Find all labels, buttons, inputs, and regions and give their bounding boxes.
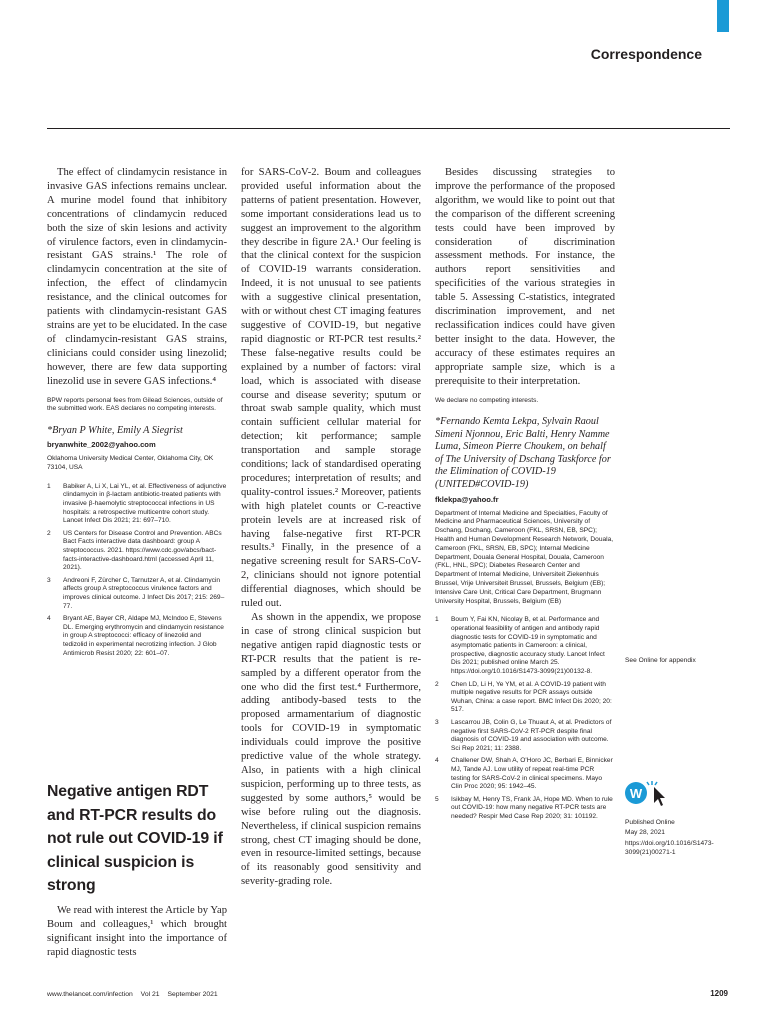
- reference-item: [435, 681, 615, 715]
- corresponding-email-2[interactable]: fklekpa@yahoo.fr: [435, 494, 499, 504]
- reference-text: Chen LD, Li H, Ye YM, et al. A COVID-19 patient with multiple negative results for PCR assays outside Wuhan, China: a case report. BMC Infect Dis 2020; 20: 517.: [451, 680, 612, 714]
- reference-number: 1: [435, 616, 439, 624]
- column-3: [435, 166, 615, 825]
- column-3-paragraph: Besides discussing strategies to improve the performance of the proposed algorithm, we would like to point out that the comparison of the different screening tests could have been improved by consideration of discrimination assessment methods. For instance, the authors report sensitivities and specificities of the various strategies in table 5. Assessing C-statistics, integrated discrimination improvement, and net reclassification indices could have given better insight to the data. However, the accuracy of these estimates requires an appropriate sample size, which is a prerequisite to their interpretation.: [435, 167, 615, 387]
- column-2-body: [241, 166, 421, 889]
- reference-number: 2: [47, 529, 51, 537]
- column-2: [241, 166, 421, 889]
- reference-text: Babiker A, Li X, Lai YL, et al. Effectiveness of adjunctive clindamycin in β-lactam antibiotic-treated patients with invasive β-haemolytic streptococcal infections in US hospitals: a retrospective multicentre cohort study. Lancet Infect Dis 2021; 21: 697–710.: [63, 482, 227, 525]
- competing-interests-2: We declare no competing interests.: [435, 396, 539, 404]
- affiliation-2: Department of Internal Medicine and Specialties, Faculty of Medicine and Pharmaceutical Sciences, University of Dschang, Dschang, Cameroon (FKL, SRSN, EB, SPC); Health and Human Development Research Network, Douala, Cameroon (FKL, SRSN, EB, SPC); Internal Medicine Department, Douala General Hospital, Douala, Cameroon (FKL, HNL, SPC); Diabetes Research Center and Department of Internal Medicine, Universiteit Ziekenhuis Brussel, Vrije Universiteit Brussel, Brussels, Belgium (EB); Intensive Care Unit, Critical Care Department, Brugmann University Hospital, Brussels, Belgium (EB): [435, 509, 614, 605]
- reference-text: Andreoni F, Zürcher C, Tarnutzer A, et al. Clindamycin affects group A streptococcus virulence factors and improves clinical outcome. J Infect Dis 2017; 215: 269–77.: [63, 576, 225, 610]
- reference-item: [435, 757, 615, 791]
- doi-link[interactable]: https://doi.org/10.1016/S1473-3099(21)00271-1: [625, 840, 714, 856]
- header-rule: [47, 128, 730, 129]
- reference-item: [435, 796, 615, 822]
- column-1-paragraph: The effect of clindamycin resistance in invasive GAS infections remains unclear. A murine model found that inhibitory concentrations of clindamycin reduced both the size of skin lesions and activity of virulence factors, even in clindamycin-resistant GAS strains.¹ The role of clindamycin concentration at the site of infection, the effect of clindamycin resistance, and the clinical outcomes for patients with clindamycin-resistant GAS strains are yet to be elucidated. In the case of clindamycin-resistant GAS strains, clinicians could consider using linezolid; however, there are few data supporting linezolid use in severe GAS infections.⁴: [47, 167, 227, 387]
- reference-number: 5: [435, 795, 439, 803]
- reference-list-1: [47, 483, 227, 658]
- column-1-body: [47, 166, 227, 389]
- journal-volume: Vol 21: [140, 991, 160, 998]
- published-date: May 28, 2021: [625, 829, 665, 836]
- reference-item: [47, 530, 227, 573]
- author-list-2: *Fernando Kemta Lekpa, Sylvain Raoul Simeni Njonnou, Eric Balti, Henry Namme Luma, Simeon Pierre Choukem, on behalf of The University of Dschang Taskforce for the Elimination of COVID-19 (UNITED#COVID-19): [435, 416, 611, 491]
- reference-item: [435, 719, 615, 753]
- reference-text: US Centers for Disease Control and Prevention. ABCs Bact Facts interactive data dashboard: group A streptococcus. 2021. https://www.cdc.gov/abcs/bact-facts-interactive-dashboard.html (accessed April 11, 2021).: [63, 529, 222, 572]
- reference-text: Boum Y, Fai KN, Nicolay B, et al. Performance and operational feasibility of antigen and antibody rapid diagnostic tests for COVID-19 in symptomatic and asymptomatic patients in Cameroon: a clinical, prospective, diagnostic accuracy study. Lancet Infect Dis 2021; published online March 25. https://doi.org/10.1016/S1473-3099(21)00132-8.: [451, 616, 605, 675]
- footer-info: [47, 991, 218, 998]
- reference-item: [435, 616, 615, 676]
- reference-number: 3: [47, 576, 51, 584]
- online-first-icon: [624, 777, 666, 809]
- reference-number: 3: [435, 718, 439, 726]
- section-color-tab: [717, 0, 729, 32]
- published-online-label: Published Online: [625, 819, 675, 826]
- column-2-paragraph-1: for SARS-CoV-2. Boum and colleagues provided useful information about the patterns of patient presentation. However, some important considerations lead us to suggest an improvement to the algorithm they describe in figure 2A.¹ Our feeling is that the clinical context for the suspicion of COVID-19 warrants consideration. Indeed, it is not unusual to see patients with a suggestive clinical presentation, with or without chest CT imaging features suggestive of COVID-19, but negative rapid diagnostic or RT-PCR test results.² These false-negative results could be explained by a number of factors: viral load, which is associated with disease course and disease severity; sputum or throat swab sample quality, which must contain sufficient cellular material for detection; kit performance; sample transportation and sample storage conditions; lack of standardised operating procedures; interpretation of results; and quality-control issues.² Moreover, patients with high platelet counts or C-reactive protein levels are at increased risk of having false-negative first RT-PCR results.³ Finally, in the presence of a negative screening result for SARS-CoV-2, clinicians should not ignore potential differential diagnoses, which should be ruled out.: [241, 167, 421, 610]
- column-2-paragraph-2: As shown in the appendix, we propose in case of strong clinical suspicion but negative antigen rapid diagnostic tests or RT-PCR results that the patient is re-sampled by a different operator from the one who did the first test.⁴ Furthermore, adding antibody-based tests to the proposed armamentarium of diagnostic tools for COVID-19 in symptomatic individuals could improve the positive predictive value of the whole strategy. Also, in patients with a high clinical suspicion, performing up to three tests, as suggested by some authors,⁵ would be wise before ruling out the diagnosis. Nevertheless, if clinical suspicion remains strong, chest CT imaging should be done, even in resource-limited settings, because of its reasonably good sensitivity and severity-grading role.: [241, 612, 421, 888]
- reference-number: 4: [435, 757, 439, 765]
- column-3-body: [435, 166, 615, 389]
- corresponding-email-1[interactable]: bryanwhite_2002@yahoo.com: [47, 440, 156, 450]
- journal-date: September 2021: [167, 991, 218, 998]
- reference-text: Challener DW, Shah A, O'Horo JC, Berbari E, Binnicker MJ, Tande AJ. Low utility of repeat real-time PCR testing for SARS-CoV-2 in clinical specimens. Mayo Clin Proc 2020; 95: 1942–45.: [451, 757, 613, 791]
- appendix-note[interactable]: See Online for appendix: [625, 657, 696, 664]
- letter-headline: Negative antigen RDT and RT-PCR results do not rule out COVID-19 if clinical suspicion is strong: [47, 783, 223, 894]
- affiliation-1: Oklahoma University Medical Center, Oklahoma City, OK 73104, USA: [47, 455, 214, 472]
- section-title: Correspondence: [590, 46, 702, 62]
- reference-item: [47, 615, 227, 658]
- reference-number: 1: [47, 482, 51, 490]
- letter-intro: [47, 904, 227, 960]
- journal-url[interactable]: www.thelancet.com/infection: [47, 991, 133, 998]
- reference-number: 4: [47, 615, 51, 623]
- letter-intro-paragraph: We read with interest the Article by Yap Boum and colleagues,¹ which brought significant insight into the importance of rapid diagnostic tests: [47, 905, 227, 958]
- author-list-1: *Bryan P White, Emily A Siegrist: [47, 424, 183, 436]
- svg-text:W: W: [629, 786, 643, 801]
- column-1: [47, 166, 227, 662]
- reference-text: Bryant AE, Bayer CR, Aldape MJ, McIndoo E, Stevens DL. Emerging erythromycin and clindamycin resistance in group A streptococci: efficacy of linezolid and tedizolid in experimental necrotizing infection. J Glob Antimicrob Resist 2020; 22: 601–07.: [63, 615, 224, 657]
- competing-interests-1: BPW reports personal fees from Gilead Sciences, outside of the submitted work. EAS declares no competing interests.: [47, 396, 223, 413]
- reference-number: 2: [435, 680, 439, 688]
- reference-text: Lascarrou JB, Colin G, Le Thuaut A, et al. Predictors of negative first SARS-CoV-2 RT-PCR despite final diagnosis of COVID-19 and association with outcome. Sci Rep 2021; 11: 2388.: [451, 718, 612, 752]
- reference-item: [47, 483, 227, 526]
- reference-item: [47, 577, 227, 611]
- reference-text: Isikbay M, Henry TS, Frank JA, Hope MD. When to rule out COVID-19: how many negative RT-PCR tests are needed? Respir Med Case Rep 2020; 31: 101192.: [451, 795, 613, 820]
- reference-list-2: [435, 616, 615, 821]
- page-number: 1209: [710, 989, 728, 998]
